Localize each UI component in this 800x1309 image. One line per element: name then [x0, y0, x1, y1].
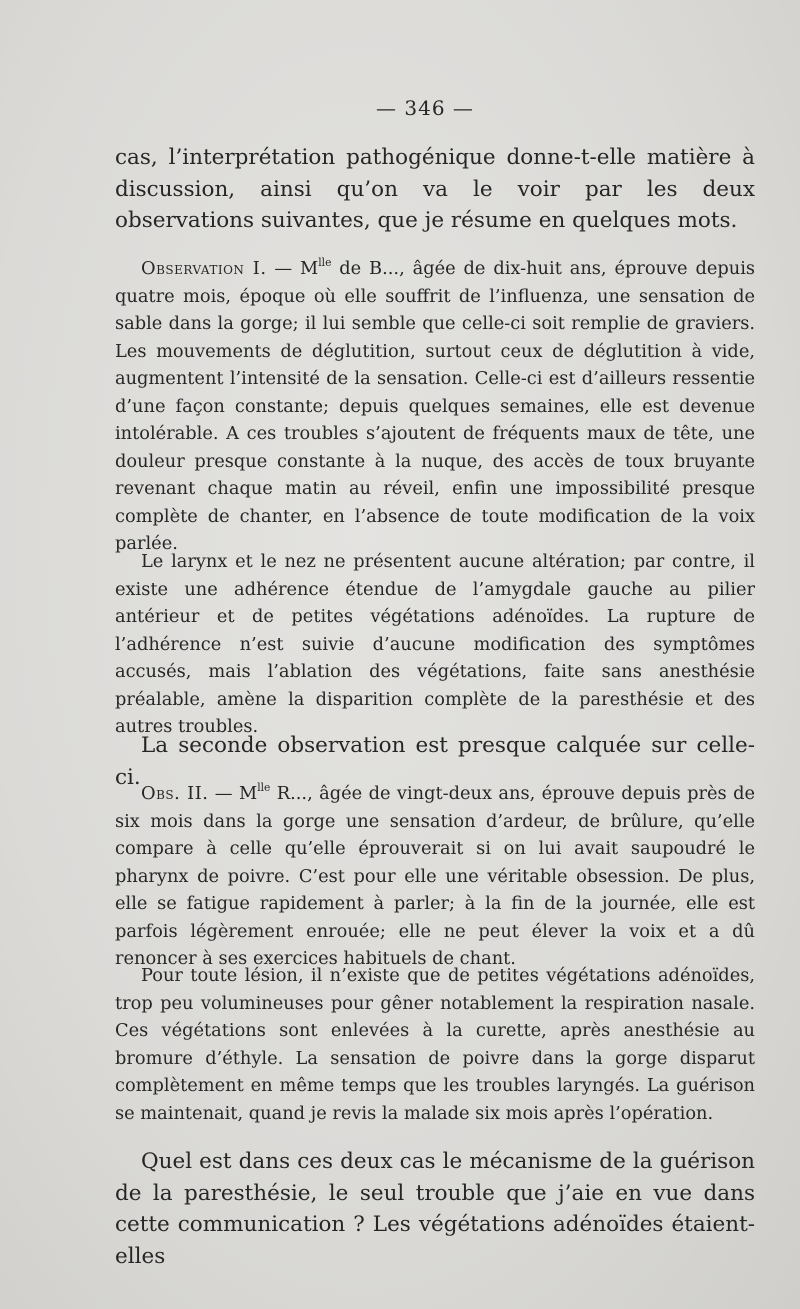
observation-2-text-start: — M: [208, 783, 258, 804]
observation-2-title-sup: lle: [257, 781, 271, 794]
observation-1-label: Observation I.: [141, 258, 267, 279]
transition-sentence: La seconde observation est presque calquée sur celle-ci.: [115, 733, 755, 790]
observation-1-title-sup: lle: [318, 256, 332, 269]
intro-paragraph: cas, l’interprétation pathogénique donne-t-elle matière à discussion, ainsi qu’on va le voir par les deux observations suivantes, que je résume en quelques mots.: [115, 145, 755, 233]
conclusion-paragraph: Quel est dans ces deux cas le mécanisme de la guérison de la paresthésie, le seul trouble que j’aie en vue dans cette communication ? Les végétations adénoïdes étaient-elles: [115, 1149, 755, 1269]
observation-1-paragraph: [115, 255, 755, 558]
observation-1-findings: Le larynx et le nez ne présentent aucune altération; par contre, il existe une adhérence étendue de l’amygdale gauche au pilier antérieur et de petites végétations adénoïdes. La rupture de l’adhérence n’est suivie d’aucune modification des symptômes accusés, mais l’ablation des végétations, faite sans anesthésie préalable, amène la disparition complète de la paresthésie et des autres troubles.: [115, 551, 755, 737]
observation-1-text: de B..., âgée de dix-huit ans, éprouve depuis quatre mois, époque où elle souffrit de l’influenza, une sensation de sable dans la gorge; il lui semble que celle-ci soit remplie de graviers. Les mouvements de déglutition, surtout ceux de déglutition à vide, augmentent l’intensité de la sensation. Celle-ci est d’ailleurs ressentie d’une façon constante; depuis quelques semaines, elle est devenue intolérable. A ces troubles s’ajoutent de fréquents maux de tête, une douleur presque constante à la nuque, des accès de toux bruyante revenant chaque matin au réveil, enfin une impossibilité presque complète de chanter, en l’absence de toute modification de la voix parlée.: [115, 258, 756, 554]
page-number: — 346 —: [376, 96, 474, 120]
observation-2-findings: Pour toute lésion, il n’existe que de petites végétations adénoïdes, trop peu volumineuses pour gêner notablement la respiration nasale. Ces végétations sont enlevées à la curette, après anesthésie au bromure d’éthyle. La sensation de poivre dans la gorge disparut complètement en même temps que les troubles laryngés. La guérison se maintenait, quand je revis la malade six mois après l’opération.: [115, 965, 755, 1124]
observation-2-paragraph: [115, 780, 755, 973]
observation-2-text: R..., âgée de vingt-deux ans, éprouve depuis près de six mois dans la gorge une sensation d’ardeur, de brûlure, qu’elle compare à celle qu’elle éprouverait si on lui avait saupoudré le pharynx de poivre. C’est pour elle une véritable obsession. De plus, elle se fatigue rapidement à parler; à la fin de la journée, elle est parfois légèrement enrouée; elle ne peut élever la voix et a dû renoncer à ses exercices habituels de chant.: [115, 783, 756, 969]
observation-2-label: Obs. II.: [141, 783, 209, 804]
observation-1-text-start: — M: [266, 258, 319, 279]
